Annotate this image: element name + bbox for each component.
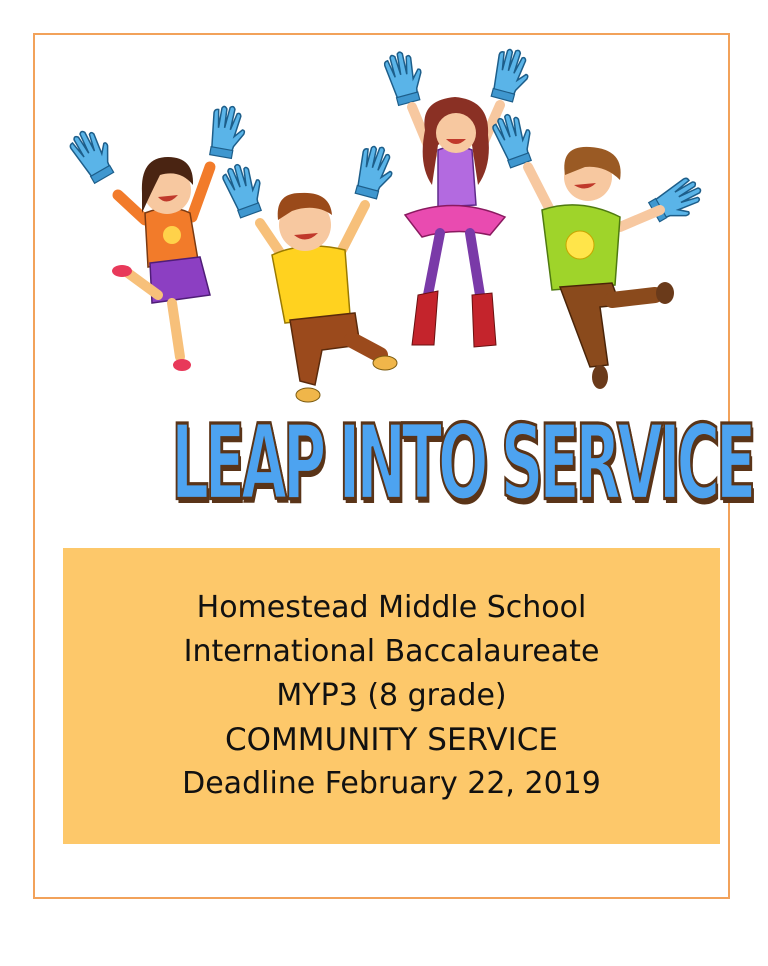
grade-level: MYP3 (8 grade) — [276, 678, 507, 713]
glove-icon — [220, 159, 269, 219]
service-title: COMMUNITY SERVICE — [225, 722, 558, 758]
deadline-text: Deadline February 22, 2019 — [182, 766, 601, 801]
kid-boy-green — [490, 109, 708, 389]
school-name: Homestead Middle School — [196, 590, 587, 625]
glove-icon — [488, 46, 533, 104]
program-name: International Baccalaureate — [183, 634, 600, 669]
kid-girl-pink — [382, 46, 533, 347]
poster-headline: LEAP INTO SERVICE — [171, 402, 753, 524]
kid-boy-yellow — [220, 143, 398, 402]
glove-icon — [382, 48, 427, 106]
jumping-kids-illustration — [60, 45, 710, 430]
glove-icon — [647, 174, 708, 228]
glove-icon — [352, 143, 397, 201]
info-box — [63, 548, 720, 844]
glove-icon — [207, 104, 249, 160]
kid-girl-orange — [66, 104, 248, 371]
glove-icon — [66, 124, 120, 185]
